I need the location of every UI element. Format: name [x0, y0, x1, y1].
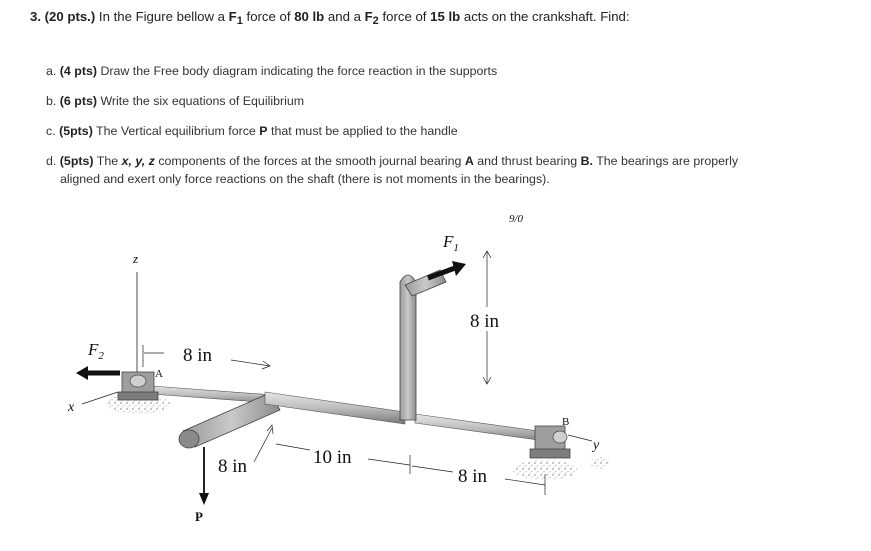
bearing-a-label: A — [155, 368, 163, 380]
question-text: In the Figure bellow a — [98, 9, 225, 24]
crank-arm-lower-end — [179, 430, 199, 448]
z-axis-label: z — [133, 251, 139, 266]
question-text: and a — [327, 9, 361, 24]
f2-arrow-head — [76, 366, 88, 380]
item-text: The — [96, 154, 119, 168]
dim-top-label: 8 in — [470, 311, 500, 332]
item-d-continued: aligned and exert only force reactions on the shaft (there is not moments in the bearings). — [60, 172, 550, 186]
item-text: and thrust bearing — [477, 154, 578, 168]
question-text: force of — [382, 9, 427, 24]
ground-right-2 — [590, 457, 610, 469]
xyz-components: x, y, z — [121, 154, 155, 168]
item-prefix: c. — [46, 124, 56, 138]
f2-value: 15 lb — [430, 9, 461, 24]
f1-symbol: F — [228, 9, 237, 24]
dim-left-label: 8 in — [183, 345, 213, 366]
logo-mark: 9/0 — [509, 213, 524, 225]
bearing-a-ref: A — [464, 154, 474, 168]
question-number: 3. (20 pts.) — [30, 9, 96, 24]
crank-web-upper — [400, 275, 416, 420]
f1-arrow-head — [452, 261, 466, 276]
f1-value: 80 lb — [294, 9, 325, 24]
f2-subscript: 2 — [372, 15, 379, 27]
dim-right-line-b — [505, 479, 545, 485]
f2-label: $F_2$ — [88, 340, 104, 362]
bearing-b-ref: B. — [580, 154, 593, 168]
question-text: force of — [246, 9, 291, 24]
crank-pin — [265, 392, 405, 424]
f1-label: $F_1$ — [443, 232, 459, 254]
p-label: P — [195, 509, 203, 524]
y-axis-line — [568, 435, 592, 441]
dim-right-label: 8 in — [458, 466, 488, 487]
item-text: The bearings are properly — [596, 154, 739, 168]
dim-handle-line — [254, 428, 272, 462]
dim-handle-arrow — [267, 425, 273, 434]
f2-symbol: F — [364, 9, 373, 24]
item-points: (6 pts) — [59, 94, 97, 108]
dim-middle-line-a — [276, 444, 310, 450]
item-points: (5pts) — [59, 154, 94, 168]
item-text: components of the forces at the smooth journal bearing — [158, 154, 462, 168]
dim-middle-line-b — [368, 459, 410, 465]
item-text: Draw the Free body diagram indicating the force reaction in the supports — [100, 64, 498, 78]
y-axis-label: y — [593, 438, 600, 453]
item-points: (4 pts) — [59, 64, 97, 78]
dim-handle-label: 8 in — [218, 456, 248, 477]
f1-subscript: 1 — [236, 15, 243, 27]
question-text: acts on the crankshaft. Find: — [463, 9, 630, 24]
p-arrow-head — [199, 493, 209, 505]
item-text: that must be applied to the handle — [271, 124, 458, 138]
item-points: (5pts) — [59, 124, 93, 138]
item-prefix: a. — [46, 64, 57, 78]
item-text: Write the six equations of Equilibrium — [100, 94, 305, 108]
bearing-b — [530, 426, 570, 458]
item-prefix: b. — [46, 94, 57, 108]
dim-left-line-b — [231, 360, 270, 366]
force-p: P — [259, 124, 268, 138]
dim-right-line-a — [412, 466, 453, 472]
bearing-b-label: B — [562, 416, 570, 428]
item-text: The Vertical equilibrium force — [96, 124, 256, 138]
x-axis-label: x — [68, 400, 75, 415]
dim-middle-label: 10 in — [313, 447, 352, 468]
item-prefix: d. — [46, 154, 57, 168]
bearing-a — [118, 372, 158, 400]
